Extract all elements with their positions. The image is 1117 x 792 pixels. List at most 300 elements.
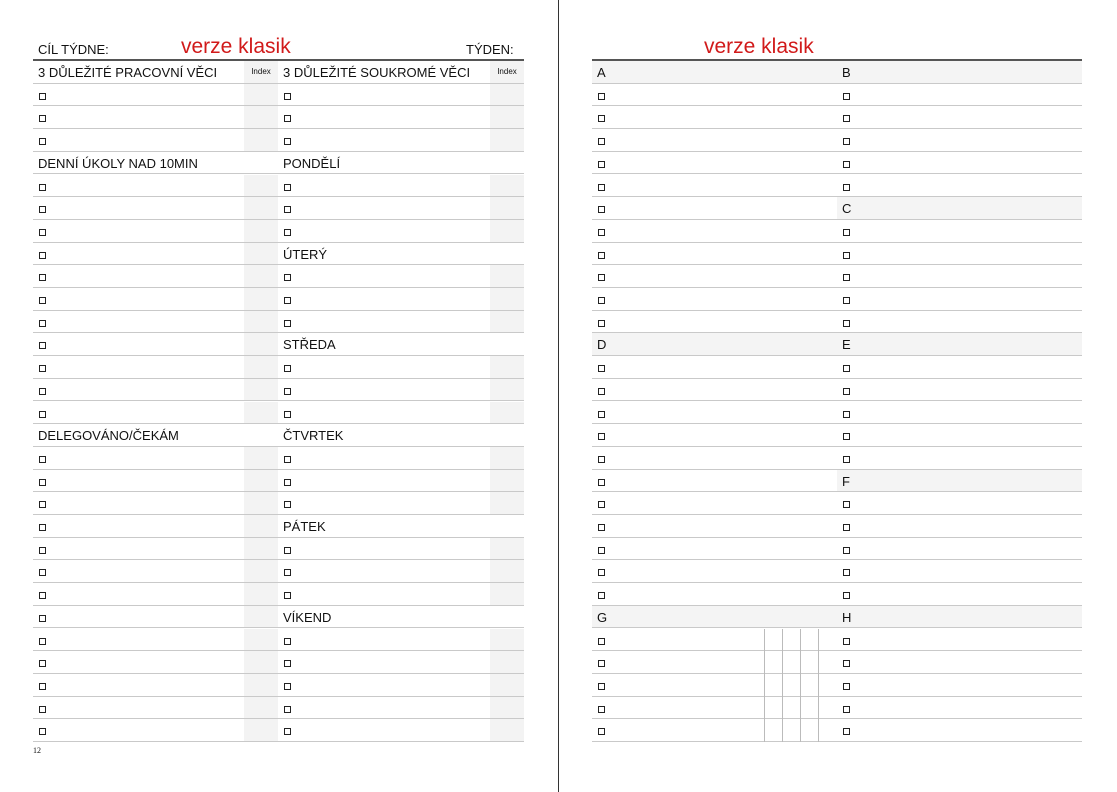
planner-cell[interactable] [33,333,278,355]
index-cell[interactable] [837,447,1082,469]
checkbox-icon[interactable] [284,569,291,576]
checkbox-icon[interactable] [284,115,291,122]
planner-cell[interactable] [278,106,524,128]
checkbox-icon[interactable] [39,706,46,713]
index-cell[interactable] [592,197,837,219]
day-label: ČTVRTEK [283,428,344,444]
checkbox-icon[interactable] [39,638,46,645]
index-row [592,651,1082,674]
index-cell[interactable] [592,356,837,378]
planner-cell[interactable] [33,402,278,424]
page-spread-divider [558,0,559,792]
planner-row [33,515,524,538]
checkbox-icon[interactable] [284,297,291,304]
planner-cell[interactable] [278,447,524,469]
checkbox-icon[interactable] [598,456,605,463]
index-cell[interactable] [592,311,837,333]
checkbox-icon[interactable] [39,206,46,213]
planner-row [33,311,524,334]
day-label: VÍKEND [283,609,332,625]
index-cell[interactable] [837,175,1082,197]
planner-cell[interactable] [33,311,278,333]
planner-row [33,606,524,629]
checkbox-icon[interactable] [284,547,291,554]
checkbox-icon[interactable] [843,115,850,122]
index-cell[interactable] [592,152,837,174]
index-cell[interactable] [592,424,837,446]
section-label: DELEGOVÁNO/ČEKÁM [38,428,179,444]
index-row [592,333,1082,356]
checkbox-icon[interactable] [39,479,46,486]
checkbox-icon[interactable] [39,615,46,622]
checkbox-icon[interactable] [598,252,605,259]
index-cell[interactable] [837,265,1082,287]
grid-line [818,629,819,743]
index-cell[interactable] [837,697,1082,719]
planner-cell[interactable] [278,719,524,741]
planner-row [33,651,524,674]
index-cell[interactable] [592,333,837,355]
index-cell[interactable] [592,560,837,582]
planner-cell[interactable] [33,152,278,174]
checkbox-icon[interactable] [843,388,850,395]
checkbox-icon[interactable] [598,660,605,667]
index-cell[interactable] [592,265,837,287]
planner-row [33,106,524,129]
grid-line [800,629,801,743]
checkbox-icon[interactable] [598,592,605,599]
planner-cell[interactable] [33,447,278,469]
planner-cell[interactable] [33,379,278,401]
index-cell[interactable] [592,61,837,83]
index-cell[interactable] [592,220,837,242]
planner-cell[interactable] [33,719,278,741]
index-row [592,61,1082,84]
planner-row [33,424,524,447]
index-cell[interactable] [592,129,837,151]
planner-cell[interactable] [278,379,524,401]
index-row [592,515,1082,538]
planner-cell[interactable] [33,129,278,151]
planner-row [33,61,524,84]
planner-cell[interactable] [33,265,278,287]
planner-cell[interactable] [278,333,524,355]
planner-cell[interactable] [33,560,278,582]
checkbox-icon[interactable] [284,638,291,645]
grid-line [782,629,783,743]
index-label: Index [497,67,517,76]
planner-cell[interactable] [278,560,524,582]
planner-row [33,538,524,561]
checkbox-icon[interactable] [284,592,291,599]
planner-cell[interactable] [33,175,278,197]
index-cell[interactable] [592,515,837,537]
checkbox-icon[interactable] [598,524,605,531]
checkbox-icon[interactable] [843,683,850,690]
planner-cell[interactable] [278,697,524,719]
checkbox-icon[interactable] [598,161,605,168]
planner-row [33,243,524,266]
index-cell[interactable] [837,356,1082,378]
index-cell[interactable] [837,197,1082,219]
planner-cell[interactable] [33,583,278,605]
checkbox-icon[interactable] [284,365,291,372]
checkbox-icon[interactable] [284,206,291,213]
goal-label: CÍL TÝDNE: [38,42,109,57]
index-row [592,629,1082,652]
index-row [592,402,1082,425]
letter-heading: D [597,337,607,353]
checkbox-icon[interactable] [598,501,605,508]
planner-row [33,129,524,152]
checkbox-icon[interactable] [284,274,291,281]
checkbox-icon[interactable] [39,569,46,576]
planner-cell[interactable] [278,424,524,446]
planner-cell[interactable] [278,220,524,242]
index-cell[interactable] [837,719,1082,741]
checkbox-icon[interactable] [598,320,605,327]
checkbox-icon[interactable] [598,728,605,735]
checkbox-icon[interactable] [39,274,46,281]
index-cell[interactable] [837,583,1082,605]
checkbox-icon[interactable] [843,569,850,576]
planner-cell[interactable] [33,651,278,673]
checkbox-icon[interactable] [598,683,605,690]
checkbox-icon[interactable] [843,252,850,259]
index-cell[interactable] [837,674,1082,696]
index-row [592,152,1082,175]
checkbox-icon[interactable] [843,320,850,327]
index-row [592,697,1082,720]
planner-row [33,492,524,515]
checkbox-icon[interactable] [598,297,605,304]
checkbox-icon[interactable] [39,456,46,463]
planner-cell[interactable] [278,197,524,219]
planner-cell[interactable] [33,470,278,492]
checkbox-icon[interactable] [39,252,46,259]
planner-cell[interactable] [33,697,278,719]
planner-row [33,288,524,311]
index-row [592,265,1082,288]
planner-row [33,697,524,720]
checkbox-icon[interactable] [39,501,46,508]
planner-cell[interactable] [278,152,524,174]
index-cell[interactable] [837,129,1082,151]
checkbox-icon[interactable] [598,433,605,440]
letter-heading: H [842,609,852,625]
checkbox-icon[interactable] [284,388,291,395]
checkbox-icon[interactable] [39,115,46,122]
index-row [592,583,1082,606]
letter-heading: A [597,65,606,80]
index-cell[interactable] [837,220,1082,242]
planner-cell[interactable] [33,61,278,83]
checkbox-icon[interactable] [284,93,291,100]
index-cell[interactable] [592,106,837,128]
checkbox-icon[interactable] [843,638,850,645]
index-cell[interactable] [837,84,1082,106]
checkbox-icon[interactable] [843,547,850,554]
checkbox-icon[interactable] [598,93,605,100]
checkbox-icon[interactable] [39,320,46,327]
planner-cell[interactable] [278,606,524,628]
index-row [592,243,1082,266]
checkbox-icon[interactable] [598,388,605,395]
letter-heading: E [842,337,851,353]
checkbox-icon[interactable] [843,592,850,599]
checkbox-icon[interactable] [598,569,605,576]
letter-heading: C [842,201,852,217]
checkbox-icon[interactable] [39,388,46,395]
checkbox-icon[interactable] [598,138,605,145]
checkbox-icon[interactable] [39,411,46,418]
checkbox-icon[interactable] [284,479,291,486]
checkbox-icon[interactable] [843,184,850,191]
index-cell[interactable] [592,175,837,197]
planner-row [33,719,524,742]
index-row [592,606,1082,629]
planner-cell[interactable] [33,356,278,378]
planner-cell[interactable] [278,175,524,197]
planner-cell[interactable] [278,583,524,605]
planner-cell[interactable] [278,288,524,310]
checkbox-icon[interactable] [284,229,291,236]
planner-row [33,674,524,697]
planner-cell[interactable] [278,651,524,673]
checkbox-icon[interactable] [284,456,291,463]
index-cell[interactable] [592,492,837,514]
planner-cell[interactable] [278,402,524,424]
index-cell[interactable] [837,152,1082,174]
index-row [592,220,1082,243]
checkbox-icon[interactable] [39,660,46,667]
planner-cell[interactable] [33,84,278,106]
checkbox-icon[interactable] [598,638,605,645]
index-row [592,674,1082,697]
index-cell[interactable] [837,515,1082,537]
checkbox-icon[interactable] [39,138,46,145]
checkbox-icon[interactable] [843,365,850,372]
index-row [592,288,1082,311]
index-row [592,175,1082,198]
checkbox-icon[interactable] [843,161,850,168]
planner-cell[interactable] [278,629,524,651]
checkbox-icon[interactable] [284,138,291,145]
checkbox-icon[interactable] [39,683,46,690]
checkbox-icon[interactable] [598,115,605,122]
planner-row [33,220,524,243]
index-cell[interactable] [837,243,1082,265]
checkbox-icon[interactable] [843,411,850,418]
planner-cell[interactable] [278,470,524,492]
checkbox-icon[interactable] [598,184,605,191]
index-label: Index [251,67,271,76]
checkbox-icon[interactable] [598,274,605,281]
checkbox-icon[interactable] [843,660,850,667]
letter-heading: B [842,65,851,80]
checkbox-icon[interactable] [598,706,605,713]
index-cell[interactable] [592,470,837,492]
checkbox-icon[interactable] [843,456,850,463]
planner-cell[interactable] [33,674,278,696]
version-label-right: verze klasik [704,35,814,58]
checkbox-icon[interactable] [843,274,850,281]
planner-cell[interactable] [278,243,524,265]
index-cell[interactable] [837,424,1082,446]
checkbox-icon[interactable] [39,592,46,599]
index-row [592,311,1082,334]
checkbox-icon[interactable] [284,320,291,327]
index-cell[interactable] [837,333,1082,355]
index-row [592,538,1082,561]
planner-row [33,175,524,198]
index-cell[interactable] [592,379,837,401]
checkbox-icon[interactable] [39,342,46,349]
section-label: 3 DŮLEŽITÉ SOUKROMÉ VĚCI [283,65,471,80]
planner-cell[interactable] [33,629,278,651]
index-cell[interactable] [837,106,1082,128]
checkbox-icon[interactable] [39,184,46,191]
checkbox-icon[interactable] [598,479,605,486]
planner-row [33,333,524,356]
index-row [592,447,1082,470]
checkbox-icon[interactable] [39,728,46,735]
planner-cell[interactable] [33,492,278,514]
checkbox-icon[interactable] [843,706,850,713]
index-row [592,560,1082,583]
index-row [592,492,1082,515]
checkbox-icon[interactable] [284,411,291,418]
checkbox-icon[interactable] [843,501,850,508]
planner-cell[interactable] [33,538,278,560]
index-cell[interactable] [592,288,837,310]
checkbox-icon[interactable] [598,229,605,236]
planner-cell[interactable] [278,129,524,151]
index-row [592,84,1082,107]
checkbox-icon[interactable] [843,93,850,100]
checkbox-icon[interactable] [39,365,46,372]
checkbox-icon[interactable] [39,547,46,554]
planner-row [33,379,524,402]
index-cell[interactable] [837,470,1082,492]
planner-row [33,84,524,107]
planner-cell[interactable] [278,492,524,514]
planner-cell[interactable] [33,243,278,265]
planner-cell[interactable] [278,311,524,333]
checkbox-icon[interactable] [598,365,605,372]
planner-cell[interactable] [278,356,524,378]
planner-row [33,560,524,583]
checkbox-icon[interactable] [39,229,46,236]
index-cell[interactable] [837,402,1082,424]
index-row [592,424,1082,447]
week-label: TÝDEN: [466,42,514,57]
checkbox-icon[interactable] [843,433,850,440]
planner-row [33,629,524,652]
version-label-left: verze klasik [181,35,291,58]
section-label: DENNÍ ÚKOLY NAD 10MIN [38,155,198,171]
index-cell[interactable] [837,538,1082,560]
checkbox-icon[interactable] [598,547,605,554]
checkbox-icon[interactable] [284,184,291,191]
planner-row [33,447,524,470]
planner-cell[interactable] [33,424,278,446]
day-label: PÁTEK [283,519,326,534]
planner-cell[interactable] [278,515,524,537]
checkbox-icon[interactable] [39,93,46,100]
index-row [592,719,1082,742]
checkbox-icon[interactable] [284,683,291,690]
planner-cell[interactable] [33,288,278,310]
checkbox-icon[interactable] [843,138,850,145]
checkbox-icon[interactable] [284,728,291,735]
letter-heading: F [842,473,850,489]
index-row [592,356,1082,379]
planner-cell[interactable] [33,197,278,219]
checkbox-icon[interactable] [843,728,850,735]
planner-cell[interactable] [278,265,524,287]
planner-row [33,583,524,606]
day-label: ÚTERÝ [283,246,328,262]
planner-cell[interactable] [33,106,278,128]
index-cell[interactable] [837,288,1082,310]
planner-cell[interactable] [278,84,524,106]
planner-cell[interactable] [33,220,278,242]
index-cell[interactable] [592,583,837,605]
index-cell[interactable] [837,629,1082,651]
index-cell[interactable] [837,560,1082,582]
checkbox-icon[interactable] [843,524,850,531]
index-cell[interactable] [592,84,837,106]
page-number: 12 [33,746,41,755]
index-row [592,379,1082,402]
planner-cell[interactable] [278,674,524,696]
index-cell[interactable] [592,538,837,560]
index-cell[interactable] [592,243,837,265]
index-cell[interactable] [837,606,1082,628]
checkbox-icon[interactable] [598,411,605,418]
section-label: 3 DŮLEŽITÉ PRACOVNÍ VĚCI [38,65,218,80]
planner-row [33,402,524,425]
day-label: STŘEDA [283,337,336,353]
planner-cell[interactable] [278,538,524,560]
index-cell[interactable] [837,379,1082,401]
checkbox-icon[interactable] [284,706,291,713]
checkbox-icon[interactable] [39,524,46,531]
checkbox-icon[interactable] [39,297,46,304]
grid-line [764,629,765,743]
index-cell[interactable] [837,492,1082,514]
index-cell[interactable] [592,402,837,424]
index-cell[interactable] [837,651,1082,673]
planner-cell[interactable] [33,606,278,628]
letter-heading: G [597,609,608,625]
index-cell[interactable] [837,61,1082,83]
planner-cell[interactable] [33,515,278,537]
planner-cell[interactable] [278,61,524,83]
checkbox-icon[interactable] [284,501,291,508]
planner-row [33,356,524,379]
checkbox-icon[interactable] [598,206,605,213]
checkbox-icon[interactable] [284,660,291,667]
index-cell[interactable] [592,606,837,628]
planner-row [33,152,524,175]
checkbox-icon[interactable] [843,229,850,236]
planner-row [33,470,524,493]
index-cell[interactable] [837,311,1082,333]
index-cell[interactable] [592,447,837,469]
checkbox-icon[interactable] [843,297,850,304]
